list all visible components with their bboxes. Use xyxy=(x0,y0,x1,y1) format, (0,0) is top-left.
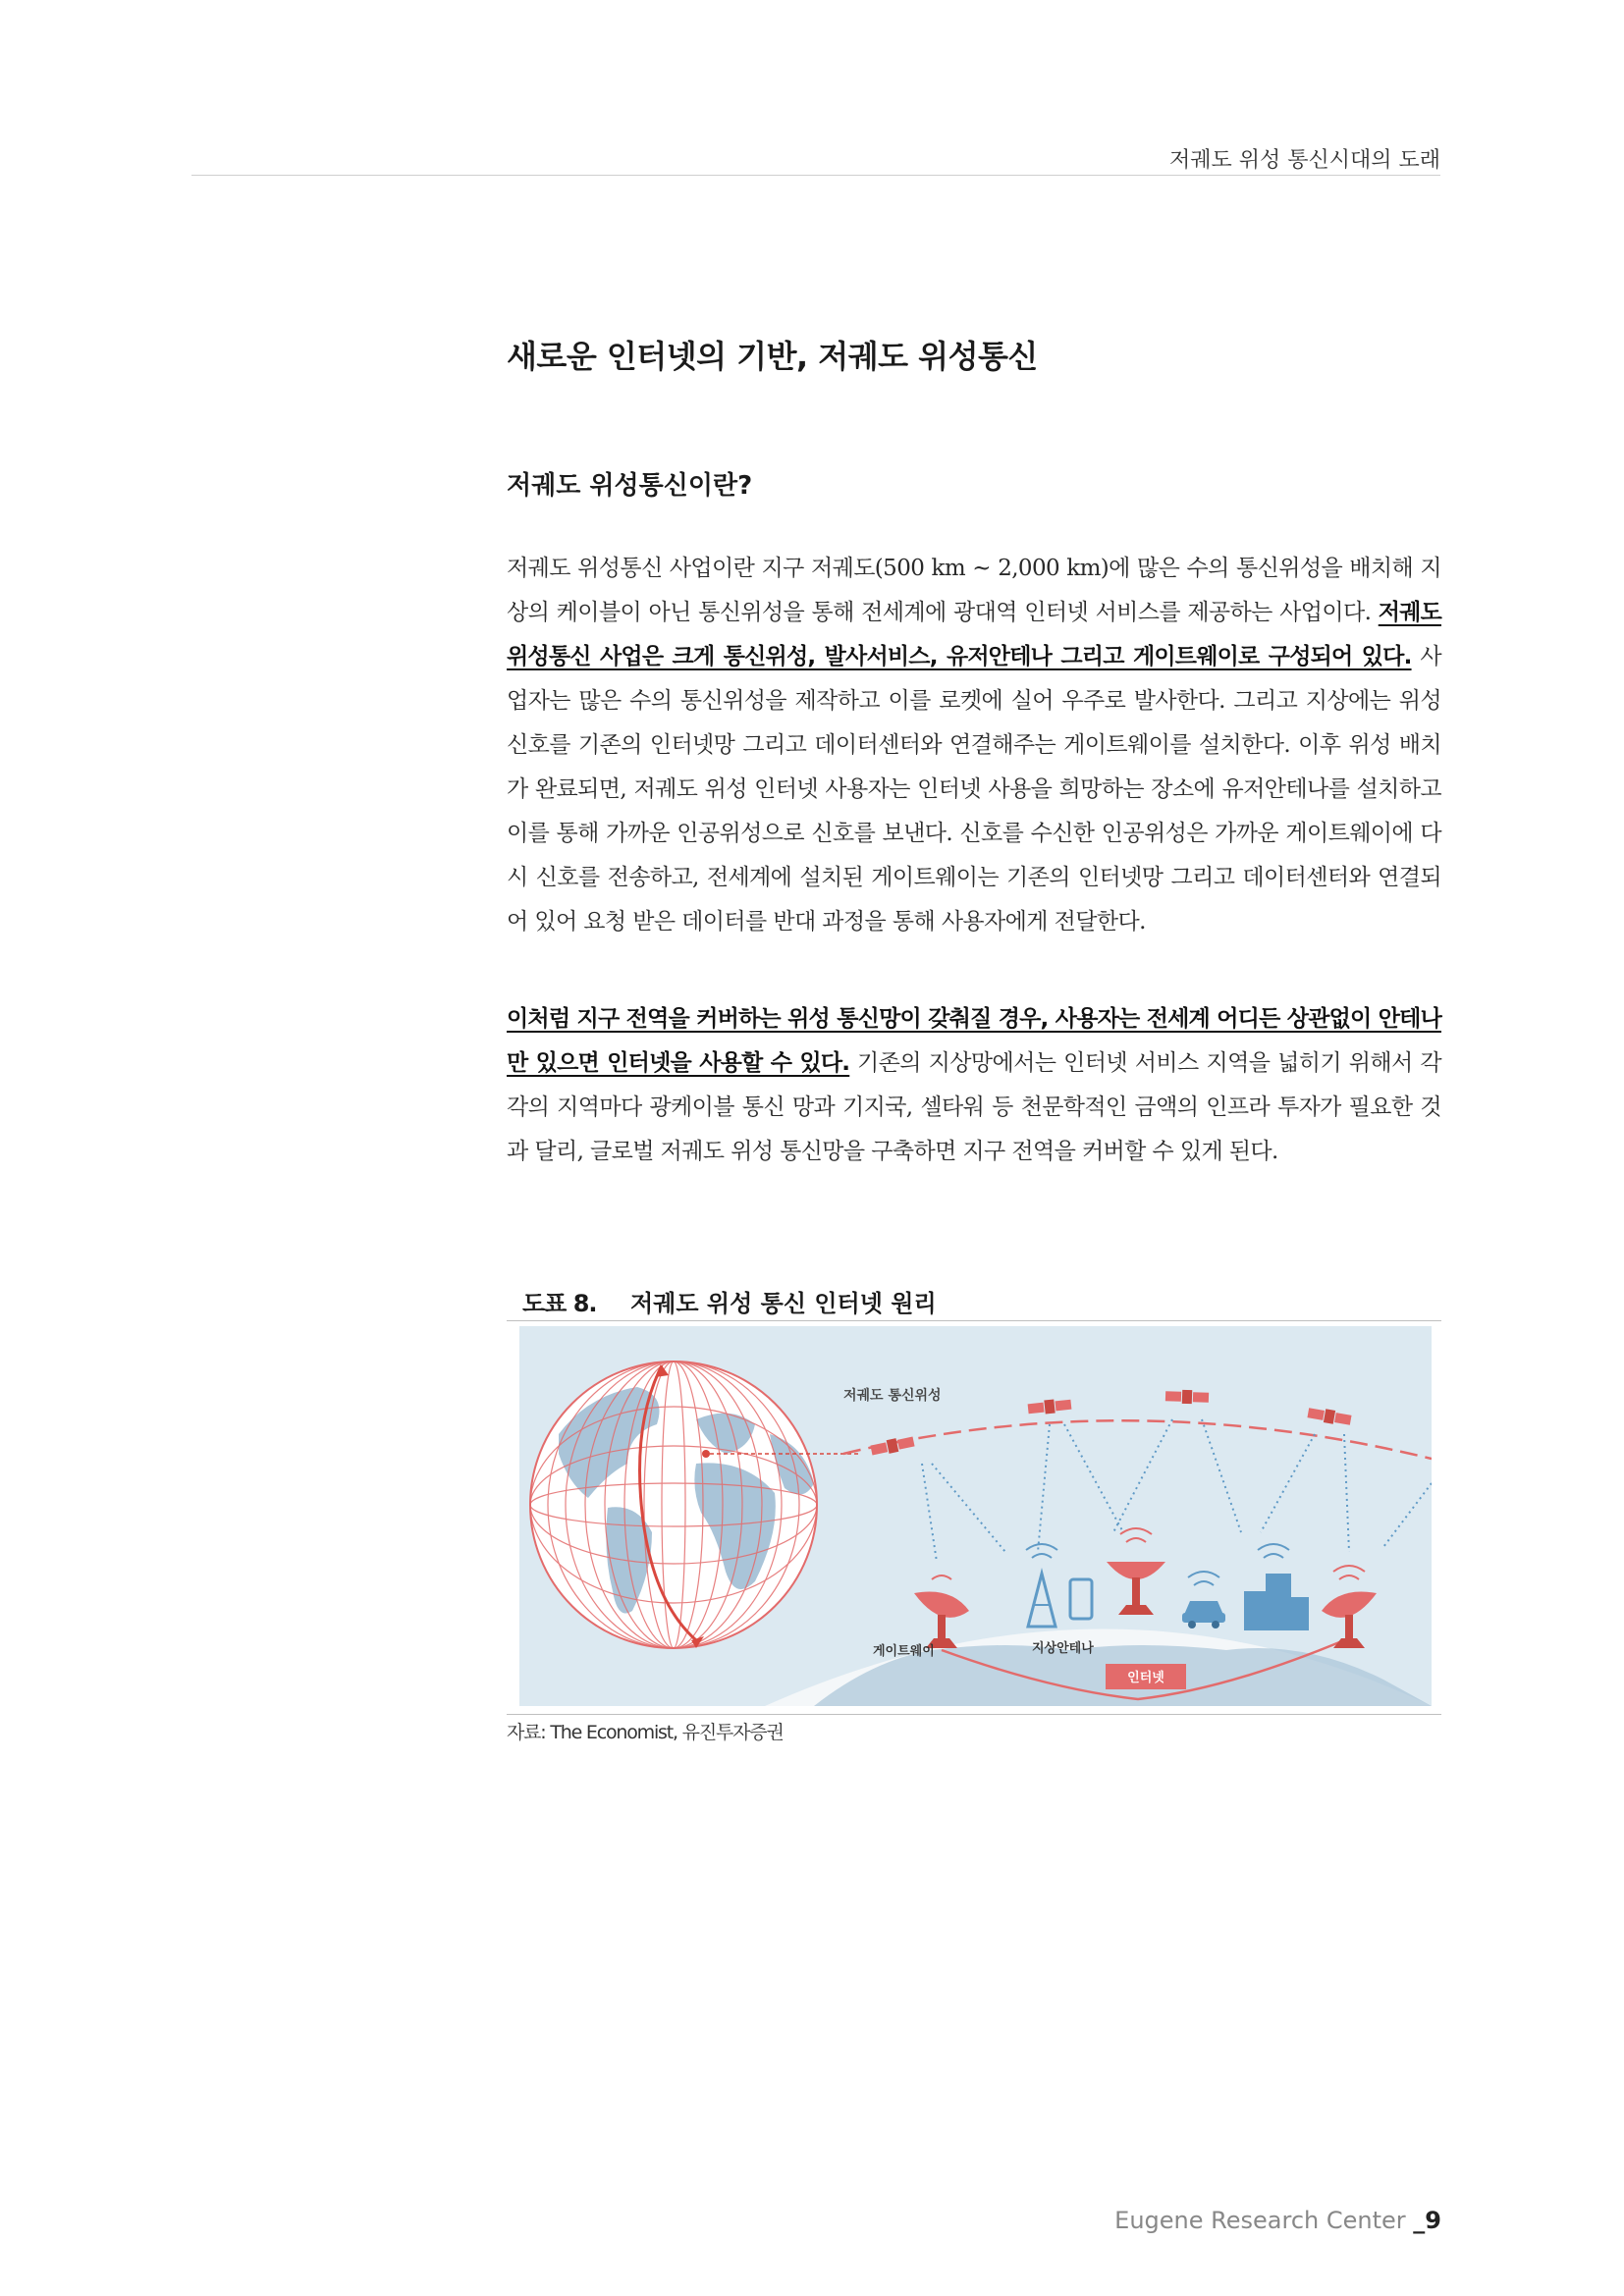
figure-top-rule xyxy=(507,1320,1441,1321)
satellite-point xyxy=(702,1450,710,1458)
figure-source: 자료: The Economist, 유진투자증권 xyxy=(507,1722,784,1743)
header-divider xyxy=(191,175,1440,176)
footer-brand: Eugene Research Center xyxy=(1114,2207,1406,2234)
paragraph-1-underlined: 저궤도 위성통신 사업은 크게 통신위성, 발사서비스, 유저안테나 그리고 게이트웨이로 구성되어 있다. xyxy=(507,600,1441,669)
page-footer xyxy=(982,2207,1441,2234)
figure-title: 저궤도 위성 통신 인터넷 원리 xyxy=(630,1290,937,1317)
label-satellites: 저궤도 통신위성 xyxy=(843,1388,942,1404)
label-internet: 인터넷 xyxy=(1127,1671,1164,1685)
running-header: 저궤도 위성 통신시대의 도래 xyxy=(1168,148,1440,173)
label-ground-antenna: 지상안테나 xyxy=(1032,1641,1094,1656)
figure-bottom-rule xyxy=(507,1714,1441,1715)
paragraph-1 xyxy=(507,547,1441,944)
subsection-title: 저궤도 위성통신이란? xyxy=(507,471,753,501)
figure-caption xyxy=(522,1284,1441,1318)
label-gateway: 게이트웨이 xyxy=(873,1644,935,1659)
section-title: 새로운 인터넷의 기반, 저궤도 위성통신 xyxy=(507,338,1038,375)
page-number: _9 xyxy=(1413,2207,1441,2234)
figure-number: 도표 8. xyxy=(522,1290,597,1317)
paragraph-2 xyxy=(507,997,1441,1174)
paragraph-2-underlined: 이처럼 지구 전역을 커버하는 위성 통신망이 갖춰질 경우, 사용자는 전세계 어디든 상관없이 안테나만 있으면 인터넷을 사용할 수 있다. xyxy=(507,1006,1441,1076)
paragraph-1-text-a: 저궤도 위성통신 사업이란 지구 저궤도(500 km ~ 2,000 km)에 많은 수의 통신위성을 배치해 지상의 케이블이 아닌 통신위성을 통해 전세계에 광대역 인터넷 서비스를 제공하는 사업이다. xyxy=(507,556,1441,625)
paragraph-2-text-b: 기존의 지상망에서는 인터넷 서비스 지역을 넓히기 위해서 각각의 지역마다 광케이블 통신 망과 기지국, 셀타워 등 천문학적인 금액의 인프라 투자가 필요한 것과 달리, 글로벌 저궤도 위성 통신망을 구축하면 지구 전역을 커버할 수 있게 된다. xyxy=(507,1050,1442,1164)
satellite-internet-diagram xyxy=(519,1326,1432,1706)
paragraph-1-text-b: 사업자는 많은 수의 통신위성을 제작하고 이를 로켓에 실어 우주로 발사한다. 그리고 지상에는 위성 신호를 기존의 인터넷망 그리고 데이터센터와 연결해주는 게이트웨이를 설치한다. 이후 위성 배치가 완료되면, 저궤도 위성 인터넷 사용자는 인터넷 사용을 희망하는 장소에 유저안테나를 설치하고 이를 통해 가까운 인공위성으로 신호를 보낸다. 신호를 수신한 인공위성은 가까운 게이트웨이에 다시 신호를 전송하고, 전세계에 설치된 게이트웨이는 기존의 인터넷망 그리고 데이터센터와 연결되어 있어 요청 받은 데이터를 반대 과정을 통해 사용자에게 전달한다. xyxy=(507,644,1441,934)
